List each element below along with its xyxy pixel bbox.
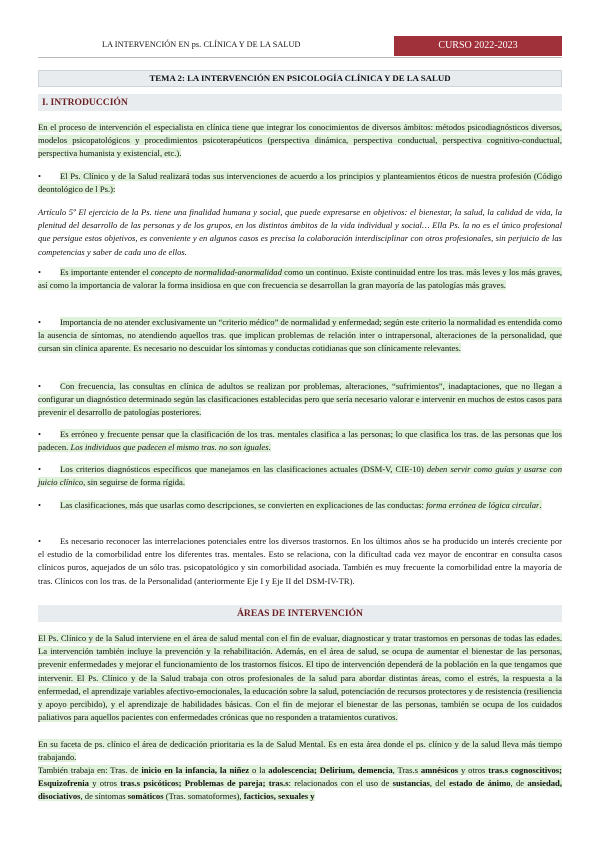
paragraph-10: • Es necesario reconocer las interrelaciones potenciales entre los diversos trastornos. En los últimos años se ha producido un interés creciente por el estudio de la comorbilidad entre los diferentes tras. mentales. Esto se relaciona, con la dificultad cada vez mayor de encontrar en consulta casos clínicos puros, aquejados de un sólo tras. psicopatológico y sin comorbilidad asociada. También es muy frecuente la comorbilidad entre la mayoría de tras. Clínicos con los tras. de la Personalidad (anteriormente Eje I y Eje II del DSM-IV-TR). — [38, 536, 562, 586]
p10-text: Es necesario reconocer las interrelaciones potenciales entre los diversos trastornos. En los últimos años se ha producido un interés creciente por el estudio de la comorbilidad entre los diferentes tras. mentales. Esto se relaciona, con la dificultad cada vez mayor de encontrar en consulta casos clínicos puros, aquejados de un sólo tras. psicopatológico y sin comorbilidad asociada. También es muy frecuente la comorbilidad entre la mayoría de tras. Clínicos con los tras. de la Personalidad (anteriormente Eje I y Eje II del DSM-IV-TR). — [38, 536, 562, 586]
p13-f: amnésicos — [420, 765, 459, 775]
p13-h: tras.s cognoscitivos; Esquizofrenia — [38, 765, 563, 789]
course-badge: CURSO 2022-2023 — [394, 36, 562, 56]
p13-t: facticios, sexuales y — [243, 791, 315, 802]
p13-c: o la — [249, 765, 269, 775]
paragraph-5: • Importancia de no atender exclusivamente un “criterio médico” de normalidad y enfermedad; según este criterio la normalidad es entendida como la ausencia de síntomas, no atendiendo aquellos tras. que implican problemas de relación inter o intrapersonal, alteraciones de la personalidad, que cursan sin clínica aparente. Es necesario no descuidar los síntomas y conductas cotidianas que son clínicamente relevantes. — [38, 317, 562, 354]
paragraph-2: • El Ps. Clínico y de la Salud realizará todas sus intervenciones de acuerdo a los principios y planteamientos éticos de nuestra profesión (Código deontológico de l Ps.): — [38, 171, 562, 195]
p11-text: El Ps. Clínico y de la Salud interviene en el área de salud mental con el fin de evaluar, diagnosticar y tratar trastornos en personas de todas las edades. La intervención también incluye la prevención y la rehabilitación. Además, en el área de salud, se ocupa de aumentar el bienestar de las personas, prevenir enfermedades y mejorar el funcionamiento de los trastornos físicos. El tipo de intervención dependerá de la población en la que tengamos que intervenir. El Ps. Clínico y de la Salud trabaja con otros profesionales de la salud para abordar distintas áreas, como el estrés, la respuesta a la enfermedad, el aprendizaje variables afectivo-emocionales, la educación sobre la salud, potenciación de recursos protectores y de resistencia (resiliencia y apoyo percibido), y el aprendizaje de habilidades básicas. Con el fin de mejorar el bienestar de las personas, también se ocupa de los cuidados paliativos para aquellos pacientes con enfermedades crónicas que no responden a tratamientos curativos. — [38, 633, 562, 723]
p13-r: somáticos — [127, 791, 164, 802]
p8-text-c: , sin seguirse de forma rígida. — [83, 477, 186, 488]
p8-text-b: deben servir como guías y usarse con juicio clínico — [38, 464, 562, 488]
paragraph-7: • Es erróneo y frecuente pensar que la clasificación de los tras. mentales clasifica a las personas; lo que clasifica los tras. de las personas que los padecen. Los individuos que padecen el mismo tras. no son iguales. — [38, 429, 562, 453]
paragraph-1 — [38, 121, 562, 161]
quote-text: Artículo 5º El ejercicio de la Ps. tiene una finalidad humana y social, que puede expresarse en objetivos: el bienestar, la salud, la calidad de vida, la plenitud del desarrollo de las personas y de los grupos, en los distintos ámbitos de la vida individual y social… Ella Ps. la no es el único profesional que persigue estos objetivos, es conveniente y en algunos casos es precisa la colaboración interdisciplinar con otros profesionales, sin perjuicio de las competencias y saber de cada uno de ellos. — [38, 207, 562, 257]
paragraph-quote — [38, 206, 562, 259]
paragraph-1-text: En el proceso de intervención el especialista en clínica tiene que integrar los conocimientos de diversos ámbitos: métodos psicodiagnósticos diversos, modelos psicopatológicos y procedimientos psicoterapéuticos (perspectiva dinámica, perspectiva conductual, perspectiva cognitivo-conductual, perspectiva humanista y existencial, etc.). — [38, 122, 562, 159]
paragraph-2-text: El Ps. Clínico y de la Salud realizará todas sus intervenciones de acuerdo a los principios y planteamientos éticos de nuestra profesión (Código deontológico de l Ps.): — [38, 171, 562, 195]
document-title: TEMA 2: LA INTERVENCIÓN EN PSICOLOGÍA CLÍNICA Y DE LA SALUD — [38, 70, 562, 87]
p13-k: : relacionados con el uso de — [288, 778, 393, 789]
p5-text: Importancia de no atender exclusivamente un “criterio médico” de normalidad y enfermedad; según este criterio la normalidad es entendida como la ausencia de síntomas, no atendiendo aquellos tras. que implican problemas de relación inter o intrapersonal, alteraciones de la personalidad, que cursan sin clínica aparente. Es necesario no descuidar los síntomas y conductas cotidianas que son clínicamente relevantes. — [38, 317, 562, 354]
header-divider — [38, 57, 562, 58]
p13-g: y otros — [458, 765, 489, 775]
paragraph-11 — [38, 632, 562, 724]
paragraph-9: • Las clasificaciones, más que usarlas como descripciones, se convierten en explicaciones de las conductas: forma errónea de lógica circular. — [38, 500, 542, 510]
p9-text-c: . — [539, 500, 542, 510]
paragraph-4: • Es importante entender el concepto de normalidad-anormalidad como un continuo. Existe continuidad entre los tras. más leves y los más graves, así como la importancia de valorar la forma insidiosa en que con frecuencia se desarrollan la gran mayoría de las patologías más graves. — [38, 267, 562, 291]
p6-text: Con frecuencia, las consultas en clínica de adultos se realizan por problemas, alteraciones, “sufrimientos”, inadaptaciones, que no llegan a configurar un diagnóstico determinado según las clasificaciones establecidas pero que sería necesario valorar e intervenir en muchos de estos casos para prevenir el desarrollo de patologías posteriores. — [38, 381, 562, 418]
p7-text-a: Es erróneo y frecuente pensar que la clasificación de los tras. mentales clasifica a las personas; lo que clasifica los tras. de las personas que los padecen. — [38, 429, 562, 453]
p13-p: ansiedad, disociativos — [38, 778, 562, 802]
p13-d: adolescencia; Delirium, demencia — [268, 765, 393, 775]
header-title: LA INTERVENCIÓN EN ps. CLÍNICA Y DE LA SALUD — [102, 40, 301, 49]
p12-text: En su faceta de ps. clínico el área de dedicación prioritaria es la de Salud Mental. Es en esta área donde el ps. clínico y de la salud lleva más tiempo trabajando. — [38, 739, 562, 763]
p13-m: , del — [429, 778, 450, 789]
p13-q: , de síntomas — [80, 791, 128, 802]
p13-a: También trabaja en: Tras. de — [38, 765, 142, 775]
p13-j: tras.s psicóticos; Problemas de pareja; tras.s — [120, 778, 289, 789]
p13-s: (Tras. somatoformes), — [163, 791, 244, 802]
paragraph-6: • Con frecuencia, las consultas en clínica de adultos se realizan por problemas, alteraciones, “sufrimientos”, inadaptaciones, que no llegan a configurar un diagnóstico determinado según las clasificaciones establecidas pero que sería necesario valorar e intervenir en muchos de estos casos para prevenir el desarrollo de patologías posteriores. — [38, 381, 562, 418]
section-heading-intro: I. INTRODUCCIÓN — [38, 94, 562, 111]
section-heading-areas: ÁREAS DE INTERVENCIÓN — [38, 605, 562, 622]
p7-text-b: Los individuos que padecen el mismo tras. no son iguales. — [70, 442, 271, 453]
p13-b: inicio en la infancia, la niñez — [141, 765, 250, 775]
p9-text-b: forma errónea de lógica circular — [426, 500, 540, 510]
p13-n: estado de ánimo — [449, 778, 511, 789]
p13-l: sustancias — [392, 778, 430, 789]
page-header — [38, 36, 562, 56]
p9-text-a: Las clasificaciones, más que usarlas como descripciones, se convierten en explicaciones de las conductas: — [60, 500, 427, 510]
p4-text-c: como un continuo. Existe continuidad entre los tras. más leves y los más graves, así como la importancia de valorar la forma insidiosa en que con frecuencia se desarrollan la gran mayoría de las patologías más graves. — [38, 267, 562, 291]
paragraph-12 — [38, 738, 562, 764]
paragraph-8: • Los criterios diagnósticos específicos que manejamos en las clasificaciones actuales (DSM-V, CIE-10) deben servir como guías y usarse con juicio clínico, sin seguirse de forma rígida. — [38, 464, 562, 488]
p8-text-a: Los criterios diagnósticos específicos que manejamos en las clasificaciones actuales (DSM-V, CIE-10) — [60, 464, 427, 474]
p4-text-b: concepto de normalidad-anormalidad — [150, 267, 282, 277]
p13-e: , Tras.s — [392, 765, 421, 775]
paragraph-13 — [38, 764, 562, 804]
p4-text-a: Es importante entender el — [60, 267, 151, 277]
p13-o: , de — [510, 778, 528, 789]
p13-i: y otros — [88, 778, 121, 789]
